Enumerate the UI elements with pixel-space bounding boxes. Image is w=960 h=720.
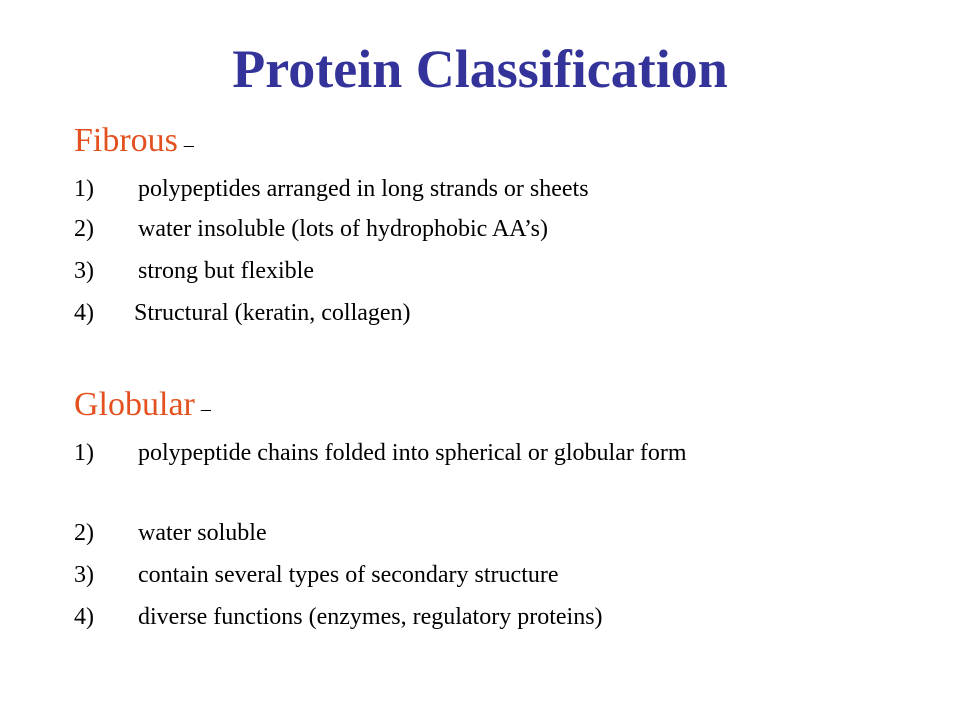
list-item-number: 2)	[74, 216, 94, 242]
list-item-number: 4)	[74, 604, 94, 630]
heading-dash: –	[200, 398, 211, 420]
list-item-text: water soluble	[138, 520, 267, 546]
list-item-text: contain several types of secondary structure	[138, 562, 559, 588]
section-heading-fibrous	[74, 122, 194, 159]
list-item-text: strong but flexible	[138, 258, 314, 284]
slide-title: Protein Classification	[232, 39, 728, 99]
section-heading-label: Globular	[74, 386, 195, 423]
list-item-text: water insoluble (lots of hydrophobic AA’s)	[138, 216, 548, 242]
list-item-number: 3)	[74, 258, 94, 284]
heading-dash: –	[183, 134, 194, 156]
list-item-text: diverse functions (enzymes, regulatory proteins)	[138, 604, 603, 630]
section-heading-globular	[74, 386, 211, 423]
section-heading-label: Fibrous	[74, 122, 178, 159]
list-item-text: Structural (keratin, collagen)	[134, 300, 411, 326]
list-item-text: polypeptide chains folded into spherical or globular form	[138, 440, 687, 466]
list-item-number: 2)	[74, 520, 94, 546]
list-item-number: 3)	[74, 562, 94, 588]
list-item-number: 1)	[74, 440, 94, 466]
list-item-number: 1)	[74, 176, 94, 202]
list-item-text: polypeptides arranged in long strands or sheets	[138, 176, 589, 202]
list-item-number: 4)	[74, 300, 94, 326]
